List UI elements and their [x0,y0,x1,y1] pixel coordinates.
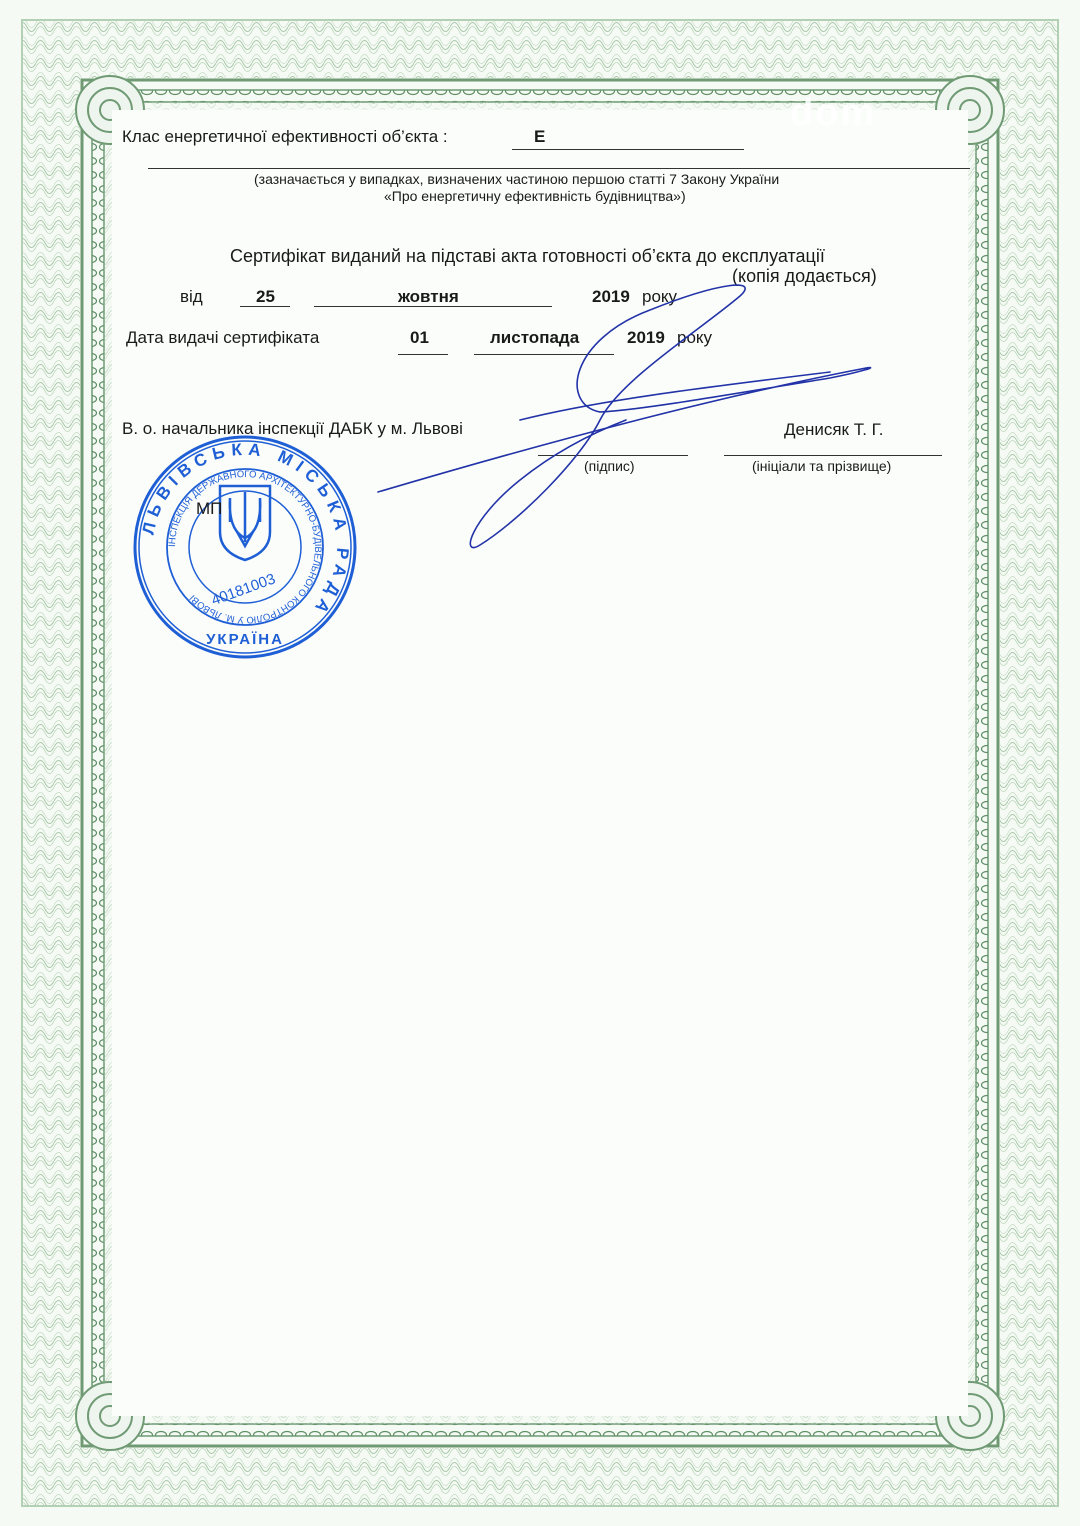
signatory-position: В. о. начальника інспекції ДАБК у м. Львові [122,419,463,438]
stamp-outer-text: ЛЬВІВСЬКА МІСЬКА РАДА [138,439,353,622]
act-date-month: жовтня [398,287,459,306]
official-stamp [132,434,358,660]
trident-icon [220,486,270,560]
act-date-suffix: року [642,287,678,306]
energy-class-value: Е [534,127,546,146]
name-caption: (ініціали та прізвище) [752,458,892,474]
issue-date-day: 01 [410,328,429,347]
energy-class-label: Клас енергетичної ефективності об’єкта : [122,127,448,146]
signatory-name: Денисяк Т. Г. [784,420,884,439]
stamp-inner-text: ІНСПЕКЦІЯ ДЕРЖАВНОГО АРХІТЕКТУРНО-БУДІВЕЛЬНОГО КОНТРОЛЮ У М. ЛЬВОВІ [166,468,324,626]
stamp-country: УКРАЇНА [206,631,284,648]
watermark: dom [790,92,877,134]
act-date-prefix: від [180,287,203,306]
issue-date-month: листопада [490,328,580,347]
signature-caption: (підпис) [584,458,635,474]
energy-note-line2: «Про енергетичну ефективність будівництва») [384,188,686,204]
energy-class-underline [512,149,744,150]
separator-line [148,168,970,169]
act-month-underline [314,306,552,307]
signature-line [538,455,688,456]
issue-day-underline [398,354,448,355]
issue-month-underline [474,354,614,355]
seal-mark: МП [196,499,223,518]
stamp-code: 40181003 [209,570,278,610]
act-date-day: 25 [256,287,275,306]
energy-note-line1: (зазначається у випадках, визначених частиною першою статті 7 Закону України [254,171,780,187]
basis-text: Сертифікат виданий на підставі акта готовності об’єкта до експлуатації [230,246,825,266]
name-line [724,455,942,456]
issue-date-year: 2019 [627,328,665,347]
issue-date-label: Дата видачі сертифіката [126,328,320,347]
act-day-underline [240,306,290,307]
issue-date-suffix: року [677,328,713,347]
act-date-year: 2019 [592,287,630,306]
basis-copy-note: (копія додається) [732,266,877,286]
